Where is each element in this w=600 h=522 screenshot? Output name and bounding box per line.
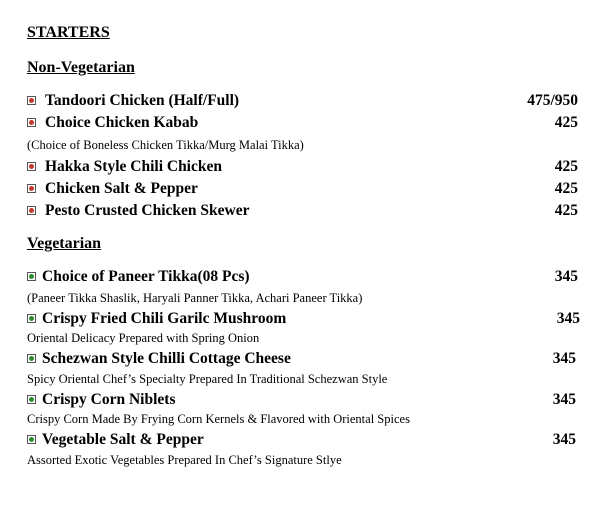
item-description: (Paneer Tikka Shaslik, Haryali Panner Tikka, Achari Paneer Tikka) (27, 291, 363, 305)
item-description: Crispy Corn Made By Frying Corn Kernels & Flavored with Oriental Spices (27, 412, 410, 426)
menu-item (27, 431, 580, 451)
item-price: 345 (552, 431, 576, 448)
menu-item (27, 180, 580, 200)
menu-item (27, 350, 580, 370)
item-price: 345 (552, 391, 576, 408)
veg-marker-icon (27, 354, 36, 363)
menu-item (27, 92, 580, 112)
menu-item (27, 114, 580, 134)
item-name: Choice of Paneer Tikka(08 Pcs) (42, 268, 250, 285)
non-veg-marker-icon (27, 118, 36, 127)
item-price: 425 (554, 158, 578, 175)
item-name: Crispy Fried Chili Garilc Mushroom (42, 310, 287, 327)
veg-marker-icon (27, 272, 36, 281)
item-name: Vegetable Salt & Pepper (42, 431, 204, 448)
menu-item (27, 391, 580, 411)
non-veg-marker-icon (27, 206, 36, 215)
item-name: Pesto Crusted Chicken Skewer (45, 202, 250, 219)
section-title: STARTERS (27, 24, 110, 41)
item-name: Hakka Style Chili Chicken (45, 158, 222, 175)
item-price: 475/950 (527, 92, 578, 109)
item-price: 425 (554, 202, 578, 219)
item-description: Oriental Delicacy Prepared with Spring Onion (27, 331, 260, 345)
menu-item (27, 310, 580, 330)
item-name: Crispy Corn Niblets (42, 391, 176, 408)
item-name: Choice Chicken Kabab (45, 114, 199, 131)
item-name: Tandoori Chicken (Half/Full) (45, 92, 240, 109)
item-price: 345 (556, 310, 580, 327)
item-name: Chicken Salt & Pepper (45, 180, 198, 197)
item-description: (Choice of Boneless Chicken Tikka/Murg Malai Tikka) (27, 138, 304, 152)
item-description: Spicy Oriental Chef’s Specialty Prepared In Traditional Schezwan Style (27, 372, 388, 386)
veg-heading: Vegetarian (27, 235, 102, 252)
non-veg-marker-icon (27, 162, 36, 171)
veg-marker-icon (27, 435, 36, 444)
non-veg-heading: Non-Vegetarian (27, 59, 135, 76)
item-price: 425 (554, 114, 578, 131)
non-veg-marker-icon (27, 184, 36, 193)
menu-item (27, 202, 580, 222)
veg-marker-icon (27, 314, 36, 323)
item-price: 345 (552, 350, 576, 367)
menu-item (27, 268, 580, 288)
item-price: 345 (554, 268, 578, 285)
item-name: Schezwan Style Chilli Cottage Cheese (42, 350, 291, 367)
item-description: Assorted Exotic Vegetables Prepared In Chef’s Signature Stlye (27, 453, 342, 467)
veg-marker-icon (27, 395, 36, 404)
menu-item (27, 158, 580, 178)
non-veg-marker-icon (27, 96, 36, 105)
item-price: 425 (554, 180, 578, 197)
